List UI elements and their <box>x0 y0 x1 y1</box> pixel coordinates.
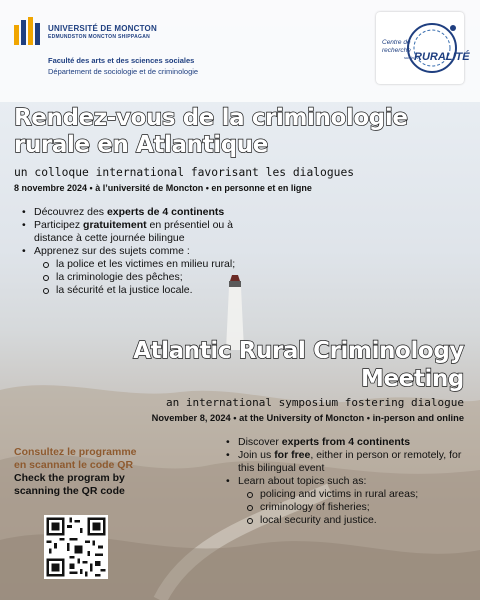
university-logo-icon <box>14 17 40 45</box>
french-bullet-topics <box>20 245 270 297</box>
bullet-emphasis: experts from 4 continents <box>281 436 411 448</box>
list-item: la police et les victimes en milieu rural; <box>42 258 270 271</box>
logo-line2: recherche <box>382 47 411 54</box>
faculty-name: Faculté des arts et des sciences sociales <box>48 56 195 65</box>
qr-caption-english <box>14 472 125 498</box>
qr-caption-line: scanning the QR code <box>14 485 125 497</box>
bullet-emphasis: experts de 4 continents <box>106 206 225 218</box>
french-bullet-experts <box>20 206 270 219</box>
list-item: policing and victims in rural areas; <box>246 488 474 501</box>
qr-caption-line: en scannant le code QR <box>14 459 134 471</box>
list-item: local security and justice. <box>246 514 474 527</box>
bullet-text: Apprenez sur des sujets comme : <box>34 245 190 257</box>
list-item: la criminologie des pêches; <box>42 271 270 284</box>
english-title-line1: Atlantic Rural Criminology <box>133 338 464 364</box>
department-name: Département de sociologie et de criminologie <box>48 67 199 76</box>
english-bullet-list <box>224 436 474 527</box>
french-title-line2: rurale en Atlantique <box>14 132 268 158</box>
list-item: la sécurité et la justice locale. <box>42 284 270 297</box>
bullet-emphasis: gratuitement <box>83 219 147 231</box>
qr-code-icon[interactable] <box>44 515 108 579</box>
english-bullet-free <box>224 449 474 475</box>
logo-line1: Centre de <box>382 39 411 46</box>
rurality-research-centre-logo <box>376 12 470 84</box>
bullet-text: Découvrez des <box>34 206 107 218</box>
english-subtitle: an international symposium fostering dialogue <box>165 396 464 409</box>
english-date-line: November 8, 2024 • at the University of Moncton • in-person and online <box>151 413 464 423</box>
french-title <box>14 105 408 159</box>
bullet-emphasis: for free <box>274 449 311 461</box>
french-bullet-list <box>20 206 270 297</box>
qr-caption-line: Consultez le programme <box>14 446 137 458</box>
university-name: UNIVERSITÉ DE MONCTON <box>48 24 157 33</box>
logo-word: RURALITÉ <box>414 51 470 63</box>
english-topic-list <box>246 488 474 527</box>
english-bullet-experts <box>224 436 474 449</box>
university-campuses: EDMUNDSTON MONCTON SHIPPAGAN <box>48 34 151 40</box>
rurality-logo-icon <box>376 12 470 84</box>
bullet-text: en présentiel ou à distance à cette journée bilingue <box>34 219 234 244</box>
english-title <box>133 337 464 393</box>
french-bullet-free <box>20 219 270 245</box>
english-title-line2: Meeting <box>360 366 464 392</box>
french-date-line: 8 novembre 2024 • à l’université de Moncton • en personne et en ligne <box>14 183 312 193</box>
bullet-text: Discover <box>238 436 282 448</box>
french-title-line1: Rendez-vous de la criminologie <box>14 105 408 131</box>
english-bullet-topics <box>224 475 474 527</box>
logo-line3: sur la <box>404 55 414 60</box>
qr-caption-french <box>14 446 137 472</box>
bullet-text: Learn about topics such as: <box>238 475 367 487</box>
bullet-text: Join us <box>238 449 275 461</box>
french-subtitle: un colloque international favorisant les dialogues <box>14 166 355 179</box>
list-item: criminology of fisheries; <box>246 501 474 514</box>
bullet-text: Participez <box>34 219 84 231</box>
bullet-text: , either in person or remotely, for this bilingual event <box>238 449 462 474</box>
qr-caption-line: Check the program by <box>14 472 125 484</box>
french-topic-list <box>42 258 270 297</box>
